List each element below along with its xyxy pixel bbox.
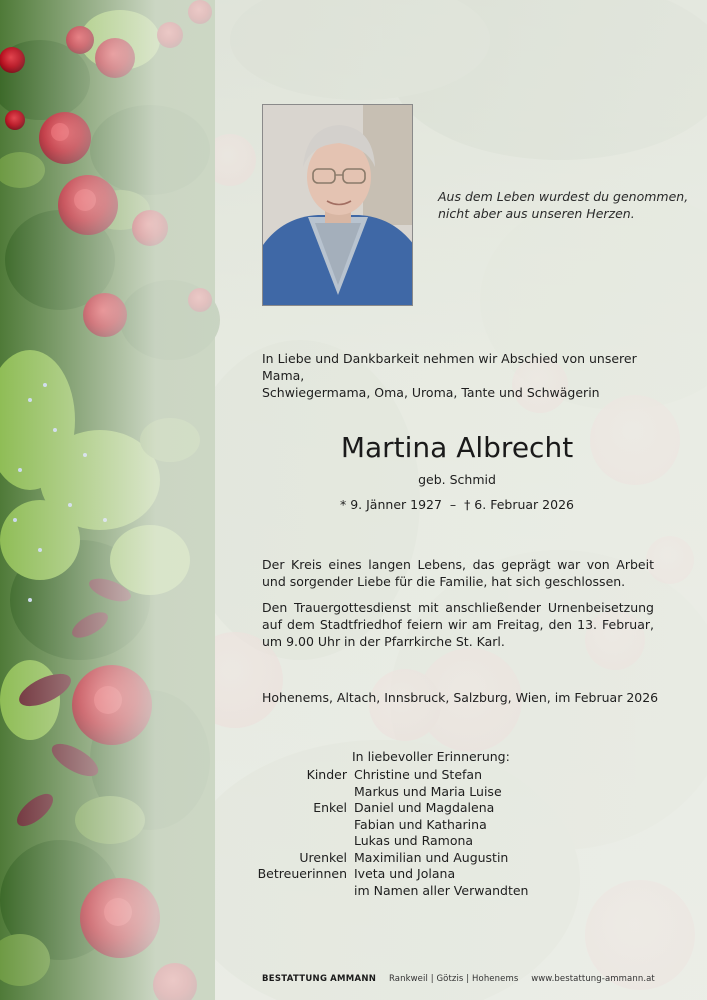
deceased-name: Martina Albrecht <box>340 431 574 464</box>
intro-line-1: In Liebe und Dankbarkeit nehmen wir Abschied von unserer Mama, <box>262 351 637 383</box>
funeral-home-footer <box>262 974 702 984</box>
intro-text <box>262 350 662 401</box>
family-label: Kinder <box>306 767 347 782</box>
family-row <box>0 882 707 899</box>
memorial-quote <box>438 188 698 222</box>
life-paragraph: Der Kreis eines langen Lebens, das geprägt war von Arbeit und sorgender Liebe für die Familie, hat sich geschlossen. <box>262 557 654 589</box>
family-names: im Namen aller Verwandten <box>354 883 529 898</box>
family-row <box>0 799 707 816</box>
family-row <box>0 865 707 882</box>
service-paragraph: Den Trauergottesdienst mit anschließender Urnenbeisetzung auf dem Stadtfriedhof feiern wir am Freitag, den 13. Februar, um 9.00 Uhr in der Pfarrkirche St. Karl. <box>262 600 654 649</box>
company-website[interactable]: www.bestattung-ammann.at <box>531 974 655 984</box>
family-label: Enkel <box>313 800 347 815</box>
family-names: Markus und Maria Luise <box>354 784 502 799</box>
family-names: Maximilian und Augustin <box>354 850 509 865</box>
company-name-part2: AMMANN <box>330 974 377 984</box>
family-row <box>0 816 707 833</box>
quote-line-2: nicht aber aus unseren Herzen. <box>438 206 635 221</box>
place-date-line: Hohenems, Altach, Innsbruck, Salzburg, Wien, im Februar 2026 <box>262 690 659 705</box>
portrait-photo <box>262 104 413 306</box>
company-name-part1: BESTATTUNG <box>262 974 328 984</box>
family-names: Christine und Stefan <box>354 767 482 782</box>
family-label: Urenkel <box>299 850 347 865</box>
family-names: Lukas und Ramona <box>354 833 474 848</box>
family-row <box>0 832 707 849</box>
family-names: Fabian und Katharina <box>354 817 487 832</box>
family-label: Betreuerinnen <box>257 866 347 881</box>
company-locations: Rankweil | Götzis | Hohenems <box>388 974 519 984</box>
family-row <box>0 766 707 783</box>
birth-name: geb. Schmid <box>418 472 496 487</box>
memory-heading: In liebevoller Erinnerung: <box>352 749 510 764</box>
quote-line-1: Aus dem Leben wurdest du genommen, <box>438 189 689 204</box>
family-row <box>0 849 707 866</box>
life-dates: * 9. Jänner 1927 – † 6. Februar 2026 <box>340 497 574 512</box>
intro-line-2: Schwiegermama, Oma, Uroma, Tante und Schwägerin <box>262 385 600 400</box>
family-names: Iveta und Jolana <box>354 866 456 881</box>
family-row <box>0 783 707 800</box>
family-names: Daniel und Magdalena <box>354 800 495 815</box>
